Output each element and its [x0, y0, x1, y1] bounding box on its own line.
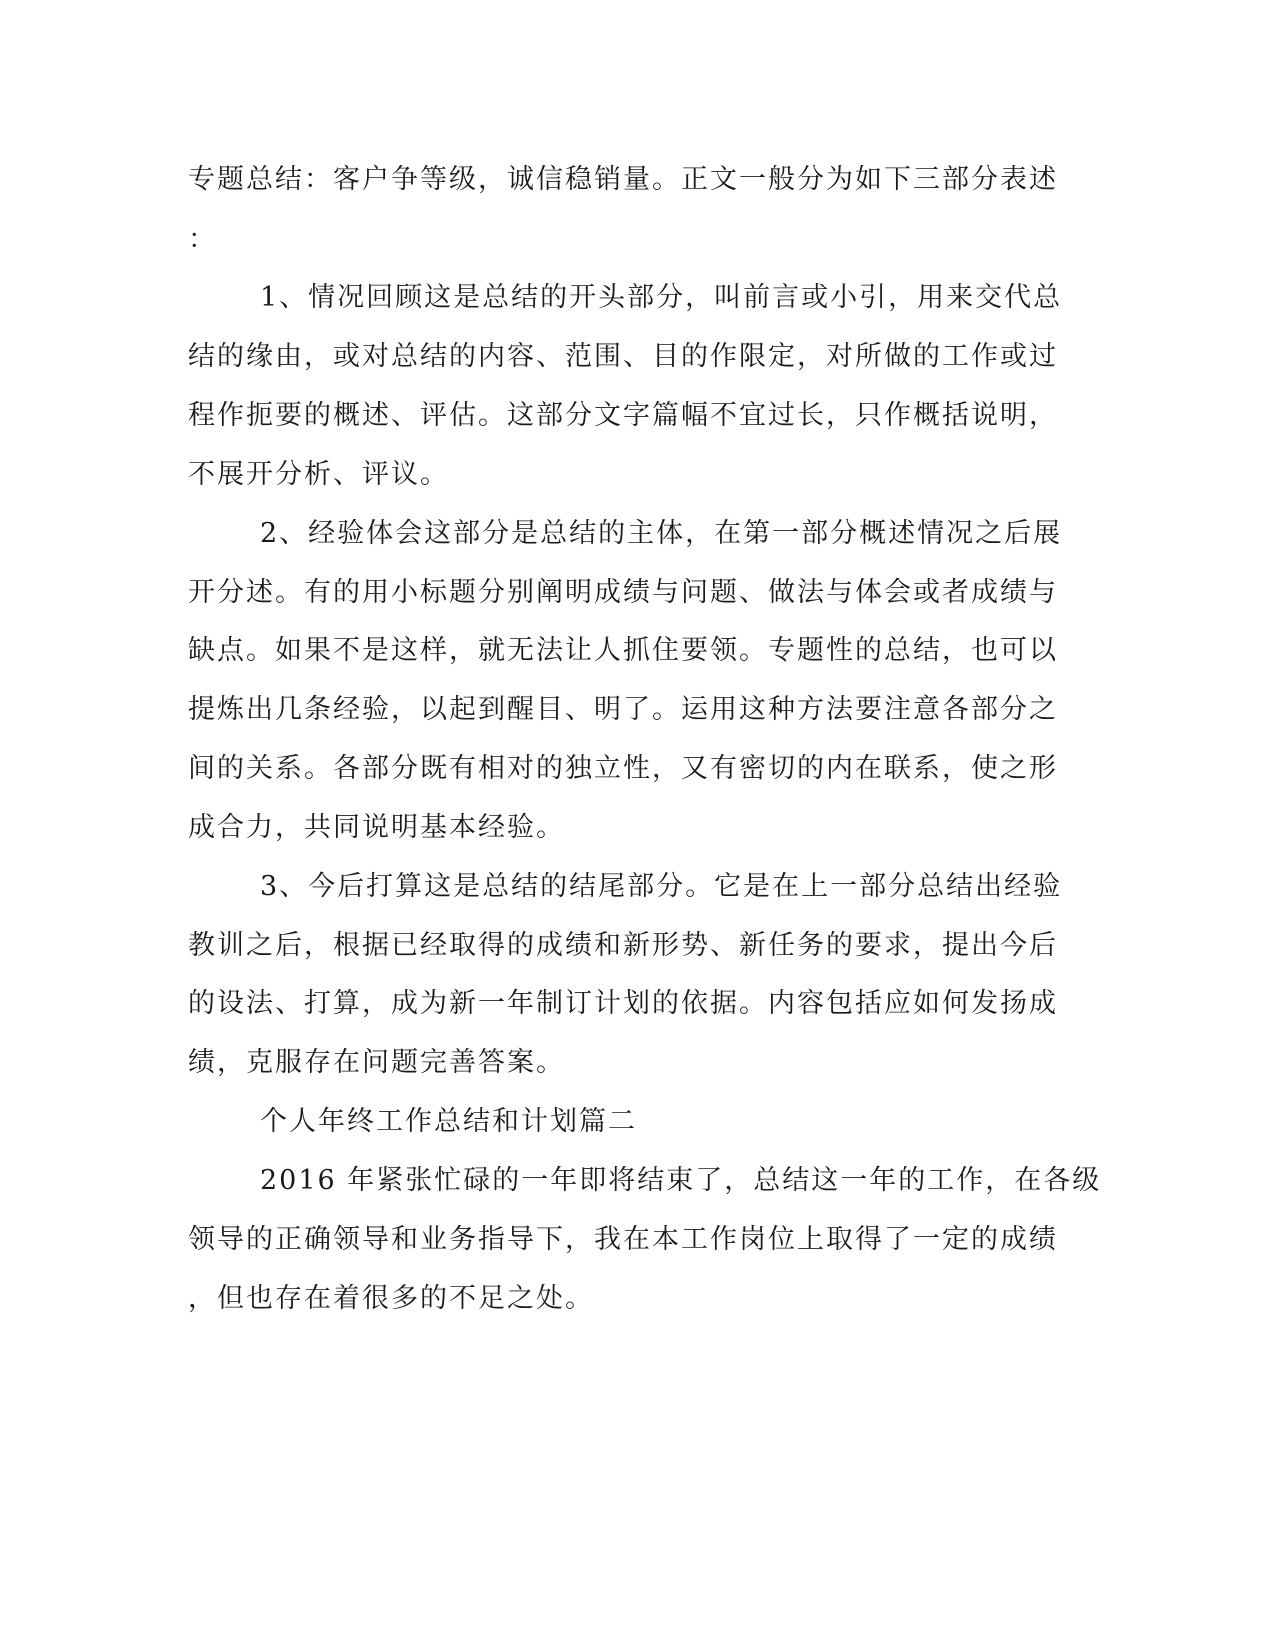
paragraph-4-start: 2016 年紧张忙碌的一年即将结束了，总结这一年的工作，在各级	[260, 1165, 1102, 1196]
text-line: 教训之后，根据已经取得的成绩和新形势、新任务的要求，提出今后	[188, 930, 1058, 961]
text-line: 间的关系。各部分既有相对的独立性，又有密切的内在联系，使之形	[188, 753, 1058, 784]
text-line: 不展开分析、评议。	[188, 459, 449, 490]
text-line: 程作扼要的概述、评估。这部分文字篇幅不宜过长，只作概括说明，	[188, 400, 1058, 431]
text-line: 结的缘由，或对总结的内容、范围、目的作限定，对所做的工作或过	[188, 341, 1058, 372]
paragraph-2-start: 2、经验体会这部分是总结的主体，在第一部分概述情况之后展	[260, 518, 1063, 549]
paragraph-1-start: 1、情况回顾这是总结的开头部分，叫前言或小引，用来交代总	[260, 282, 1063, 313]
text-line: 专题总结：客户争等级，诚信稳销量。正文一般分为如下三部分表述	[188, 164, 1058, 195]
text-line: 的设法、打算，成为新一年制订计划的依据。内容包括应如何发扬成	[188, 988, 1058, 1019]
text-line: 开分述。有的用小标题分别阐明成绩与问题、做法与体会或者成绩与	[188, 577, 1058, 608]
paragraph-3-start: 3、今后打算这是总结的结尾部分。它是在上一部分总结出经验	[260, 871, 1063, 902]
text-line: 提炼出几条经验，以起到醒目、明了。运用这种方法要注意各部分之	[188, 694, 1058, 725]
section-heading: 个人年终工作总结和计划篇二	[260, 1106, 637, 1137]
text-line: ，但也存在着很多的不足之处。	[188, 1283, 594, 1314]
text-line: 缺点。如果不是这样，就无法让人抓住要领。专题性的总结，也可以	[188, 635, 1058, 666]
text-line: 领导的正确领导和业务指导下，我在本工作岗位上取得了一定的成绩	[188, 1224, 1058, 1255]
text-line: 成合力，共同说明基本经验。	[188, 812, 565, 843]
text-line: ：	[188, 224, 217, 255]
text-line: 绩，克服存在问题完善答案。	[188, 1047, 565, 1078]
